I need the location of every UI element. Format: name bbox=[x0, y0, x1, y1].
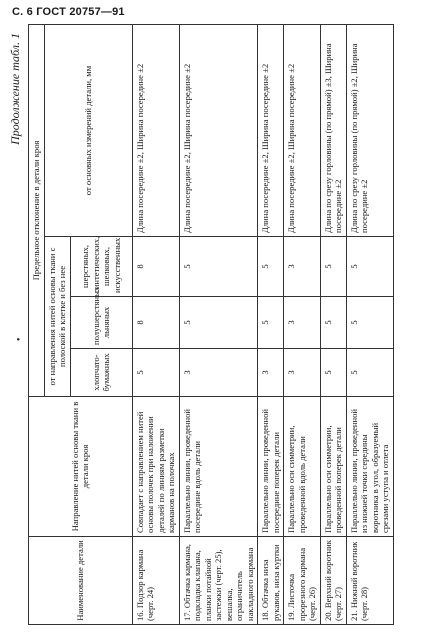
row-value-1: 5 bbox=[320, 349, 346, 397]
row-value-1: 3 bbox=[179, 349, 258, 397]
header-from-measure: от основных измерений детали, мм bbox=[44, 24, 132, 236]
row-value-3: 8 bbox=[132, 237, 179, 297]
page-header: С. 6 ГОСТ 20757—91 bbox=[12, 6, 125, 18]
table-row bbox=[320, 24, 346, 624]
header-sub-wool-synthetic: шерстяных, синтетических, шелковых, искусственных bbox=[70, 237, 132, 297]
header-from-direction: от направления нитей основы ткани с полоской в клетке и без нее bbox=[44, 237, 70, 397]
row-value-2: 8 bbox=[132, 297, 179, 349]
header-sub-wool-linen: полушерстяных льняных bbox=[70, 297, 132, 349]
row-value-2: 5 bbox=[179, 297, 258, 349]
header-deviation-group: Предельное отклонение в детали кроя bbox=[29, 24, 45, 396]
row-value-3: 5 bbox=[179, 237, 258, 297]
row-measure: Длина по срезу горловины (по прямой) ±3, Ширина посередине ±2 bbox=[320, 24, 346, 236]
row-value-3: 3 bbox=[284, 237, 321, 297]
table-row bbox=[132, 24, 179, 624]
table-row bbox=[346, 24, 393, 624]
row-measure: Длина посередине ±2, Ширина посередине ±2 bbox=[132, 24, 179, 236]
row-value-1: 3 bbox=[258, 349, 284, 397]
row-name: 20. Верхний воротник (черт. 27) bbox=[320, 537, 346, 625]
row-value-1: 5 bbox=[346, 349, 393, 397]
row-value-3: 5 bbox=[346, 237, 393, 297]
row-name: 21. Нижний воротник (черт. 28) bbox=[346, 537, 393, 625]
deviation-table bbox=[28, 24, 394, 625]
row-direction: Параллельно линии, проведенной посередине поперек детали bbox=[258, 397, 284, 537]
row-value-2: 5 bbox=[346, 297, 393, 349]
table-row bbox=[284, 24, 321, 624]
continuation-label: Продолжение табл. 1 bbox=[8, 33, 22, 145]
row-measure: Длина посередине ±2, Ширина посередине ±2 bbox=[258, 24, 284, 236]
bullet-mark: • bbox=[14, 337, 25, 341]
row-value-3: 5 bbox=[320, 237, 346, 297]
rotated-page-body bbox=[8, 25, 422, 625]
row-value-2: 5 bbox=[320, 297, 346, 349]
table-row bbox=[258, 24, 284, 624]
header-name: Наименование детали bbox=[29, 537, 133, 625]
row-value-2: 5 bbox=[258, 297, 284, 349]
header-direction: Направление нитей основы ткани в детали кроя bbox=[29, 397, 133, 537]
row-value-1: 3 bbox=[284, 349, 321, 397]
row-direction: Параллельно оси симметрии, проведенной вдоль детали bbox=[284, 397, 321, 537]
row-direction: Параллельно линии, проведенной из нижней точки середины воротника в угол, образуемый срезами уступа и отлета bbox=[346, 397, 393, 537]
row-name: 18. Обтачка низа рукавов, низа куртки bbox=[258, 537, 284, 625]
row-direction: Совпадает с направлением нитей основы полочек при наложении деталей по линиям разметки карманов на полочках bbox=[132, 397, 179, 537]
row-name: 17. Обтачка кармана, подкладка клапана, планки потайной застежки (черт. 25), вешалка, ограничитель накладного кармана bbox=[179, 537, 258, 625]
row-direction: Параллельно линии, проведенной посередине вдоль детали bbox=[179, 397, 258, 537]
row-direction: Параллельно оси симметрии, проведенной поперек детали bbox=[320, 397, 346, 537]
row-value-3: 5 bbox=[258, 237, 284, 297]
row-value-2: 3 bbox=[284, 297, 321, 349]
row-name: 19. Листочка прорезного кармана (черт. 26) bbox=[284, 537, 321, 625]
row-measure: Длина посередине ±2, Ширина посередине ±2 bbox=[179, 24, 258, 236]
table-row bbox=[179, 24, 258, 624]
row-value-1: 5 bbox=[132, 349, 179, 397]
row-measure: Длина посередине ±2, Ширина посередине ±2 bbox=[284, 24, 321, 236]
header-sub-cotton: хлопчато-бумажных bbox=[70, 349, 132, 397]
row-name: 16. Подзор кармана (черт. 24) bbox=[132, 537, 179, 625]
row-measure: Длина по срезу горловины (по прямой) ±2, Ширина посередине ±2 bbox=[346, 24, 393, 236]
